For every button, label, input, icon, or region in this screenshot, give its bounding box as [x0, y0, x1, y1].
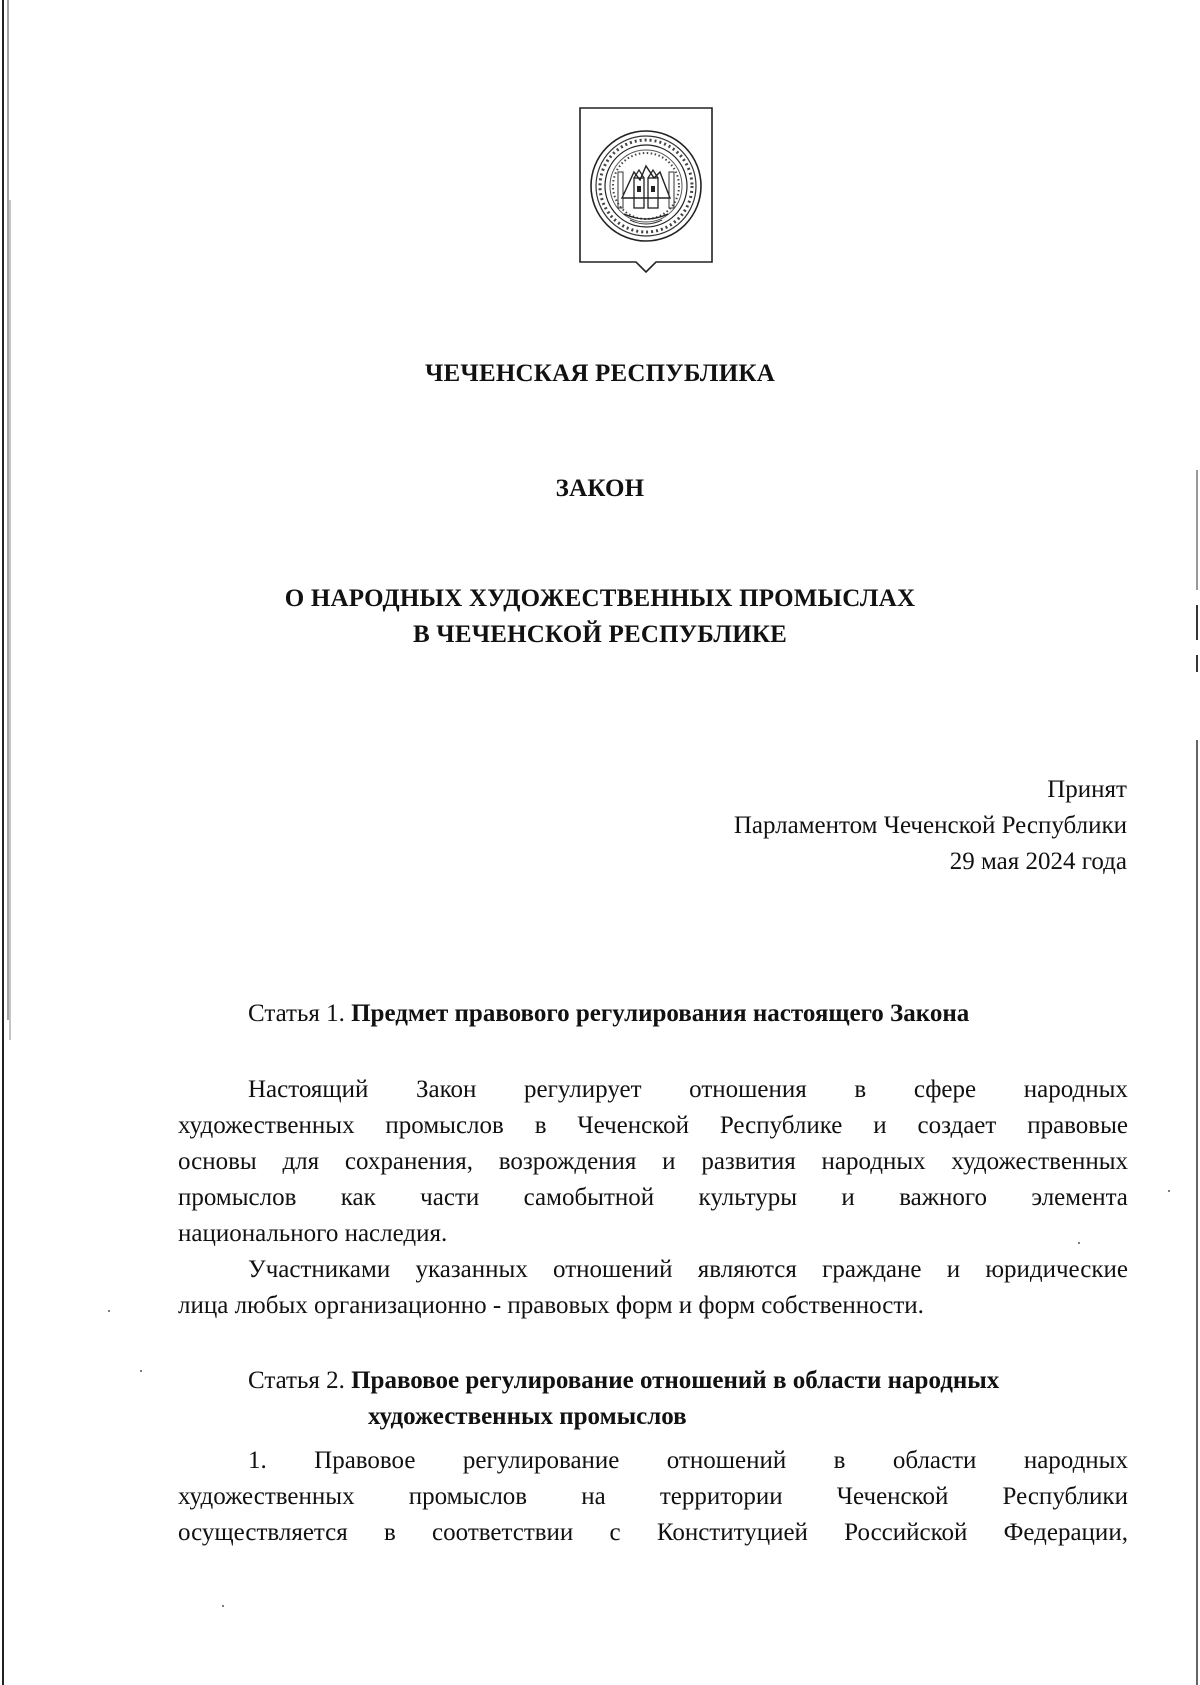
word: сфере [913, 1076, 977, 1103]
word: Правовое [314, 1447, 416, 1474]
word: и [841, 1184, 855, 1211]
word: Конституцией [656, 1519, 808, 1546]
word: Республики [1002, 1483, 1128, 1510]
law-title-line-2: В ЧЕЧЕНСКОЙ РЕСПУБЛИКЕ [412, 621, 788, 648]
scan-left-edge [0, 0, 12, 1685]
scan-right-edge [1186, 0, 1200, 1685]
word: в [384, 1519, 396, 1546]
article-1-p2-line-2: лица любых организационно - правовых форм и форм собственности. [178, 1292, 924, 1319]
word: области [892, 1447, 977, 1474]
word: Чеченской [836, 1483, 949, 1510]
word: как [340, 1184, 376, 1211]
article-1-p1-line-5: национального наследия. [178, 1220, 448, 1247]
adoption-block [734, 772, 1127, 880]
scan-speck [108, 1310, 110, 1312]
adoption-line-1: Принят [1047, 776, 1127, 803]
article-1-heading [248, 995, 969, 1032]
word: соответствии [432, 1519, 574, 1546]
word: народных [1023, 1447, 1128, 1474]
word: культуры [698, 1184, 798, 1211]
word: регулирует [524, 1076, 642, 1103]
word: осуществляется [178, 1519, 348, 1546]
article-1-p1-line-3: основы для сохранения, возрождения и развития народных художественных [178, 1148, 1128, 1175]
word: территории [659, 1483, 783, 1510]
article-2-title-line-1: Правовое регулирование отношений в области народных [351, 1367, 1000, 1394]
law-title-line-1: О НАРОДНЫХ ХУДОЖЕСТВЕННЫХ ПРОМЫСЛАХ [284, 585, 916, 612]
word: 1. [248, 1447, 267, 1474]
article-2-p1-line-3 [178, 1515, 1128, 1551]
article-1-title: Предмет правового регулирования настоящего Закона [351, 1000, 970, 1027]
scan-speck [1168, 1190, 1170, 1192]
word: народных [1023, 1076, 1128, 1103]
republic-heading: ЧЕЧЕНСКАЯ РЕСПУБЛИКА [425, 360, 775, 387]
word: в [854, 1076, 867, 1103]
word: части [420, 1184, 480, 1211]
word: с [609, 1519, 621, 1546]
word: самобытной [523, 1184, 655, 1211]
article-2-p1-line-2 [178, 1479, 1128, 1515]
word: в [833, 1447, 846, 1474]
scan-speck [140, 1370, 142, 1372]
adoption-line-2: Парламентом Чеченской Республики [733, 812, 1127, 839]
word: промыслов [178, 1184, 297, 1211]
article-2-p1-line-1 [178, 1443, 1128, 1479]
article-2-title-line-2: художественных промыслов [368, 1403, 687, 1430]
word: важного [899, 1184, 988, 1211]
word: промыслов [408, 1483, 528, 1510]
word: регулирование [462, 1447, 620, 1474]
article-2-heading [248, 1362, 999, 1399]
word: Федерации, [1003, 1519, 1128, 1546]
article-1-body [178, 1072, 1128, 1324]
article-2-prefix: Статья 2. [248, 1367, 345, 1394]
article-1-p1-line-2: художественных промыслов в Чеченской Республике и создает правовые [178, 1112, 1128, 1139]
word: отношений [666, 1447, 787, 1474]
word: элемента [1031, 1184, 1128, 1211]
law-heading: ЗАКОН [555, 475, 645, 502]
scan-speck [222, 1605, 224, 1607]
coat-of-arms-icon [578, 106, 714, 278]
word: Закон [416, 1076, 477, 1103]
word: Российской [844, 1519, 968, 1546]
word: Настоящий [248, 1076, 369, 1103]
word: художественных [178, 1483, 355, 1510]
article-1-p1-line-1 [178, 1072, 1128, 1108]
article-1-prefix: Статья 1. [248, 1000, 345, 1027]
article-2-body [178, 1443, 1128, 1551]
article-1-p2-line-1: Участниками указанных отношений являются граждане и юридические [248, 1256, 1128, 1283]
word: отношения [689, 1076, 807, 1103]
word: на [581, 1483, 606, 1510]
article-1-p1-line-4 [178, 1180, 1128, 1216]
adoption-date: 29 мая 2024 года [949, 848, 1127, 875]
